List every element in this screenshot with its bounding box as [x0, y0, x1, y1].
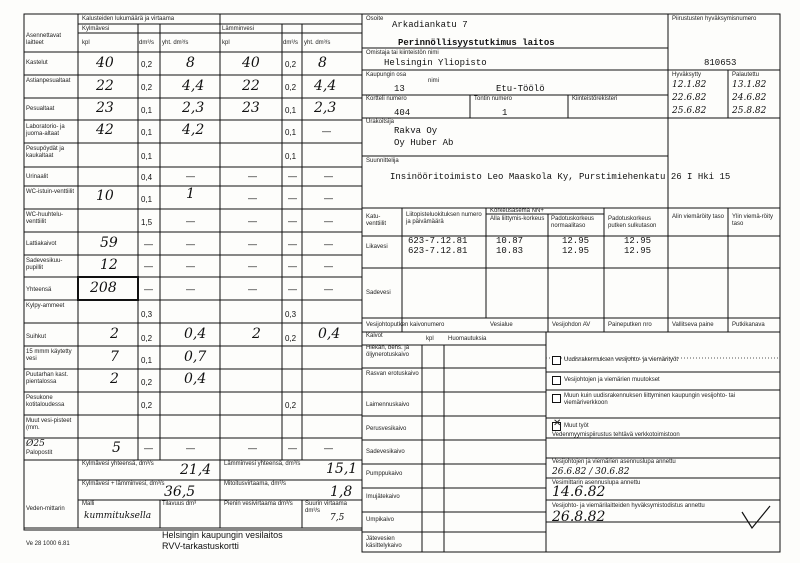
- line3-value: 14.6.82: [552, 484, 606, 500]
- check-new-building-label: Uudisrakennuksen vesijohto- ja viemärityöt: [564, 357, 679, 363]
- well-row: Umpikaivo: [366, 517, 395, 523]
- design-value: 1,8: [330, 484, 353, 500]
- cold-kpl: 10: [96, 188, 114, 204]
- well-row: Sadevesikaivo: [366, 449, 405, 455]
- warm-kpl: —: [248, 239, 257, 249]
- warm-yht: 8: [318, 55, 327, 71]
- kortteli-label: Kortteli numero: [366, 96, 407, 102]
- fixture-label: Astianpesualtaat: [26, 78, 71, 84]
- warm-kpl: 22: [242, 78, 260, 94]
- cold-dm: 0,4: [141, 173, 153, 182]
- warm-yht: —: [324, 239, 333, 249]
- well-row: Pumppukaivo: [366, 471, 403, 477]
- card-name: RVV-tarkastuskortti: [162, 541, 239, 551]
- fixture-label: Urinaalit: [26, 174, 49, 180]
- fixture-label: Muut vesi-pisteet (mm.: [26, 418, 72, 431]
- urakoitsija-2: Oy Huber Ab: [394, 138, 454, 148]
- block-label: nimi: [428, 78, 440, 84]
- well-row: Perusvesikaivo: [366, 426, 407, 432]
- warm-yht: —: [324, 261, 333, 271]
- warm-kpl: 23: [242, 100, 260, 116]
- cold-dm: —: [144, 284, 153, 294]
- cold-kpl: 2: [110, 371, 119, 387]
- kaivot-label: Kaivot: [366, 333, 383, 339]
- meters-foot-1: Vesijohtoputken kaivonumero: [366, 322, 445, 328]
- cold-dm: 0,2: [141, 60, 153, 69]
- well-row: Jätevesien käsittelykaivo: [366, 536, 402, 549]
- fixture-label: Palopostit: [26, 450, 53, 456]
- suunnittelija-label: Suunnittelija: [366, 158, 399, 164]
- tontti-value: 1: [502, 108, 508, 118]
- huom-label: Huomautuksia: [448, 336, 487, 342]
- line3-label: Vesimittarin asennuslupa annettu: [552, 480, 641, 486]
- line4-value: 26.8.82: [552, 509, 606, 525]
- fixture-label: Pesualtaat: [26, 106, 55, 112]
- institution-name: Helsingin kaupungin vesilaitos: [162, 530, 283, 540]
- fixture-label: WC-istuin-venttiilit: [26, 189, 75, 195]
- warm-yht: —: [324, 193, 333, 203]
- subtitle: Perinnöllisyystutkimus laitos: [398, 38, 555, 48]
- urakoitsija-1: Rakva Oy: [394, 126, 438, 136]
- cold-yht: 2,3: [182, 100, 205, 116]
- warm-dm: 0,2: [285, 60, 297, 69]
- warm-dm: 0,1: [285, 152, 297, 161]
- district-label: Kaupungin osa: [366, 72, 407, 78]
- fixture-label: Sadevesikuu-pupillit: [26, 258, 63, 271]
- meters-foot-6: Putkikanava: [732, 322, 765, 328]
- fixture-label: Kastelut: [26, 60, 48, 66]
- meters-col5: Ylin viemä-röity taso: [732, 214, 774, 227]
- cold-yht: —: [186, 216, 195, 226]
- warm-dm: —: [288, 216, 297, 226]
- warm-kpl: —: [248, 193, 257, 203]
- meter-col2: Tilavuus dm³: [162, 501, 197, 507]
- cold-yht: 0,7: [184, 349, 207, 365]
- meters-foot-3: Vesijohdon AV: [552, 322, 591, 328]
- owner-value: Helsingin Yliopisto: [384, 58, 487, 68]
- osoite-value: Arkadiankatu 7: [392, 20, 468, 30]
- warm-dm: 0,2: [285, 334, 297, 343]
- kpl-label: kpl: [426, 336, 434, 342]
- warm-dm: —: [288, 239, 297, 249]
- approval-date: 12.1.82: [672, 80, 707, 90]
- cold-dm: 0,1: [141, 152, 153, 161]
- meters-foot-2: Vesialue: [490, 322, 513, 328]
- cold-kpl-header: kpl: [82, 40, 90, 46]
- meters-col2: Liitopisteluokituksen numero ja päivämäärä: [406, 212, 482, 225]
- warm-total-value: 15,1: [326, 461, 358, 477]
- cold-kpl: 12: [100, 257, 118, 273]
- cold-yht: —: [186, 284, 195, 294]
- warm-kpl: 2: [252, 326, 261, 342]
- block-value: Etu-Töölö: [496, 84, 545, 94]
- meters-col3a: Alla liittymis-korkeus: [490, 216, 545, 222]
- meters-col1: Katu-venttiilit: [366, 214, 387, 227]
- approval-date: 22.6.82: [672, 93, 707, 103]
- tontti-label: Tontin numero: [474, 96, 513, 102]
- check-other-connection-label: Muun kuin uudisrakennuksen liittyminen kaupungin vesijohto- tai viemäriverkkoon: [564, 393, 736, 406]
- cold-kpl: 7: [110, 349, 119, 365]
- fixtures-header: Asennettavat laitteet: [26, 33, 62, 46]
- cold-dm: 0,2: [141, 378, 153, 387]
- warm-dm: —: [288, 193, 297, 203]
- meter-col1: Malli: [82, 501, 95, 507]
- warm-dm: —: [288, 284, 297, 294]
- warm-kpl-header: kpl: [222, 40, 230, 46]
- suunnittelija-value: Insinööritoimisto Leo Maaskola Ky, Purstimiehenkatu 26 I Hki 15: [390, 172, 731, 182]
- fixture-label: 15 mmm käytetty vesi: [26, 349, 72, 362]
- warm-yht: —: [322, 126, 331, 136]
- meter-col3: Pienin vesivirtaama dm³/s: [224, 501, 293, 507]
- fixture-label: Yhteensä: [26, 287, 52, 293]
- meter-value4: 7,5: [330, 513, 345, 523]
- meters-col3-group: Korkeusasema NN+: [490, 208, 544, 214]
- cold-kpl: 208: [90, 280, 117, 296]
- fixture-label: Suihkut: [26, 334, 47, 340]
- sum-value: 36,5: [164, 484, 196, 500]
- cold-yht: 0,4: [184, 371, 207, 387]
- delivered-date: 24.6.82: [732, 93, 767, 103]
- check-other-connection[interactable]: [552, 394, 561, 403]
- kiinteisto-label: Kiinteistörekisteri: [572, 96, 618, 102]
- warm-kpl: —: [248, 171, 257, 181]
- well-row: Imujätekaivo: [366, 494, 400, 500]
- cold-yht: 8: [186, 55, 195, 71]
- line2-label: Vesijohtojen ja viemärien asennuslupa annettu: [552, 459, 676, 465]
- warm-kpl: —: [248, 284, 257, 294]
- cold-kpl: 22: [96, 78, 114, 94]
- cold-yht: 4,2: [182, 122, 205, 138]
- warm-dm: 0,1: [285, 128, 297, 137]
- warm-dm: 0,3: [285, 310, 297, 319]
- cold-kpl: 5: [112, 440, 121, 456]
- fixture-label: Kylpy-ammeet: [26, 303, 65, 309]
- warm-kpl: 40: [242, 55, 260, 71]
- warm-yht: 0,4: [318, 326, 341, 342]
- meter-model-value: kummituksella: [84, 511, 152, 521]
- meters-row1-label: Likavesi: [366, 244, 388, 250]
- cold-dm: 0,1: [141, 195, 153, 204]
- warm-kpl: —: [248, 216, 257, 226]
- meter-number: 623-7.12.81: [408, 246, 468, 256]
- check-modifications[interactable]: [552, 376, 561, 385]
- urakoitsija-label: Urakoitsija: [366, 119, 395, 125]
- warm-kpl: —: [248, 443, 257, 453]
- cold-yht-header: yht. dm³/s: [162, 40, 189, 46]
- well-row: Hiekan, bens. ja öljynerotuskaivo: [366, 345, 410, 358]
- approval-date: 25.6.82: [672, 106, 707, 116]
- line2-value: 26.6.82 / 30.6.82: [552, 467, 630, 477]
- approval-number: 810653: [704, 58, 737, 68]
- owner-label: Omistaja tai kiinteistön nimi: [366, 50, 439, 56]
- warm-dm: 0,2: [285, 83, 297, 92]
- warm-yht: —: [324, 443, 333, 453]
- cold-dm-header: dm³/s: [139, 40, 154, 46]
- approval-label: Piirustusten hyväksymisnumero: [672, 16, 757, 22]
- meters-foot-4: Paineputken nro: [608, 322, 652, 328]
- warm-dm: 0,2: [285, 401, 297, 410]
- cold-total-value: 21,4: [180, 462, 212, 478]
- cold-header: Kylmävesi: [82, 26, 110, 32]
- cold-dm: —: [144, 261, 153, 271]
- warm-yht: 2,3: [314, 100, 337, 116]
- warm-kpl: —: [248, 261, 257, 271]
- palo-note: Ø25: [26, 439, 45, 449]
- check-new-building[interactable]: [552, 356, 561, 365]
- well-row: Laimennuskaivo: [366, 402, 410, 408]
- osoite-label: Osoite: [366, 16, 384, 22]
- cold-kpl: 23: [96, 100, 114, 116]
- warm-dm: —: [288, 443, 297, 453]
- cold-yht: —: [186, 171, 195, 181]
- cold-dm: 0,3: [141, 310, 153, 319]
- fixture-label: Pesupöydät ja kaukaltaat: [26, 146, 65, 159]
- meters-foot-5: Vallitseva paine: [672, 322, 714, 328]
- meter-value-b: 12.95: [562, 236, 590, 246]
- meters-col3b: Padotuskorkeus normaalitaso: [551, 216, 595, 229]
- cold-yht: —: [186, 261, 195, 271]
- line1-label: Vedenmyymispiirustus tehtävä verkkotoimistoon: [552, 432, 680, 438]
- warm-yht: —: [324, 284, 333, 294]
- warm-yht: —: [324, 216, 333, 226]
- district-value: 13: [394, 84, 405, 94]
- delivered-date: 25.8.82: [732, 106, 767, 116]
- meter-value-a: 10.87: [496, 236, 524, 246]
- cold-dm: 0,1: [141, 128, 153, 137]
- cold-dm: 0,1: [141, 106, 153, 115]
- cold-kpl: 42: [96, 122, 114, 138]
- warm-yht-header: yht. dm³/s: [304, 40, 331, 46]
- meter-col4: Suurin virtaama dm³/s: [305, 501, 348, 514]
- fixture-label: WC-huuhtelu-venttiilit: [26, 212, 64, 225]
- cold-yht: 0,4: [184, 326, 207, 342]
- meters-col4: Alin viemäröity taso: [672, 214, 725, 220]
- warm-header: Lämminvesi: [222, 26, 255, 32]
- fixture-label: Puutarhan kast. pientalossa: [26, 372, 69, 385]
- cold-total-label: Kylmävesi yhteensä, dm³/s: [82, 461, 154, 467]
- warm-dm: —: [288, 261, 297, 271]
- cold-kpl: 40: [96, 55, 114, 71]
- cold-dm: —: [144, 239, 153, 249]
- check-modifications-label: Vesijohtojen ja viemärien muutokset: [564, 377, 660, 383]
- kortteli-value: 404: [394, 108, 411, 118]
- line4-label: Vesijohto- ja viemärilaitteiden hyväksymistodistus annettu: [552, 503, 705, 509]
- fixture-label: Pesukone kotitaloudessa: [26, 395, 65, 408]
- warm-dm: —: [288, 171, 297, 181]
- cold-yht: —: [186, 239, 195, 249]
- meter-number: 623-7.12.81: [408, 236, 468, 246]
- form-code: Ve 28 1000 6.81: [26, 541, 70, 547]
- cold-yht: 4,4: [182, 78, 205, 94]
- warm-total-label: Lämminvesi yhteensä, dm³/s: [224, 461, 301, 467]
- group-header: Kalusteiden lukumäärä ja virtaama: [82, 16, 175, 22]
- sum-label: Kylmävesi + lämminvesi, dm³/s: [82, 481, 165, 487]
- meter-value-c: 12.95: [624, 236, 652, 246]
- cold-dm: 0,2: [141, 83, 153, 92]
- meter-value-a: 10.83: [496, 246, 524, 256]
- cold-kpl: 59: [100, 235, 118, 251]
- warm-dm-header: dm³/s: [283, 40, 298, 46]
- received-label: Hyväksytty: [672, 72, 702, 78]
- meters-col3c: Padotuskorkeus putken sulkutason: [608, 216, 657, 229]
- cold-yht: 1: [186, 186, 195, 202]
- fixture-label: Lattiakaivot: [26, 241, 57, 247]
- check-other-works-label: Muut työt: [564, 423, 589, 429]
- fixture-label: Laboratorio- ja juoma-altaat: [26, 124, 65, 137]
- meter-value-b: 12.95: [562, 246, 590, 256]
- check-mark-icon: ✕: [553, 418, 562, 429]
- warm-yht: 4,4: [314, 78, 337, 94]
- warm-yht: —: [324, 171, 333, 181]
- delivered-label: Palautettu: [732, 72, 760, 78]
- cold-dm: 0,2: [141, 401, 153, 410]
- delivered-date: 13.1.82: [732, 80, 767, 90]
- cold-dm: —: [144, 443, 153, 453]
- cold-dm: 0,2: [141, 334, 153, 343]
- design-label: Mitoitusvirtaama, dm³/s: [224, 481, 287, 487]
- well-row: Rasvan erotuskaivo: [366, 371, 419, 377]
- meters-row2-label: Sadevesi: [366, 290, 391, 296]
- meter-label: Veden-mittarin: [26, 506, 65, 512]
- cold-yht: —: [186, 443, 195, 453]
- warm-dm: 0,1: [285, 106, 297, 115]
- cold-dm: 1,5: [141, 218, 153, 227]
- meter-value-c: 12.95: [624, 246, 652, 256]
- cold-kpl: 2: [110, 326, 119, 342]
- cold-dm: 0,1: [141, 356, 153, 365]
